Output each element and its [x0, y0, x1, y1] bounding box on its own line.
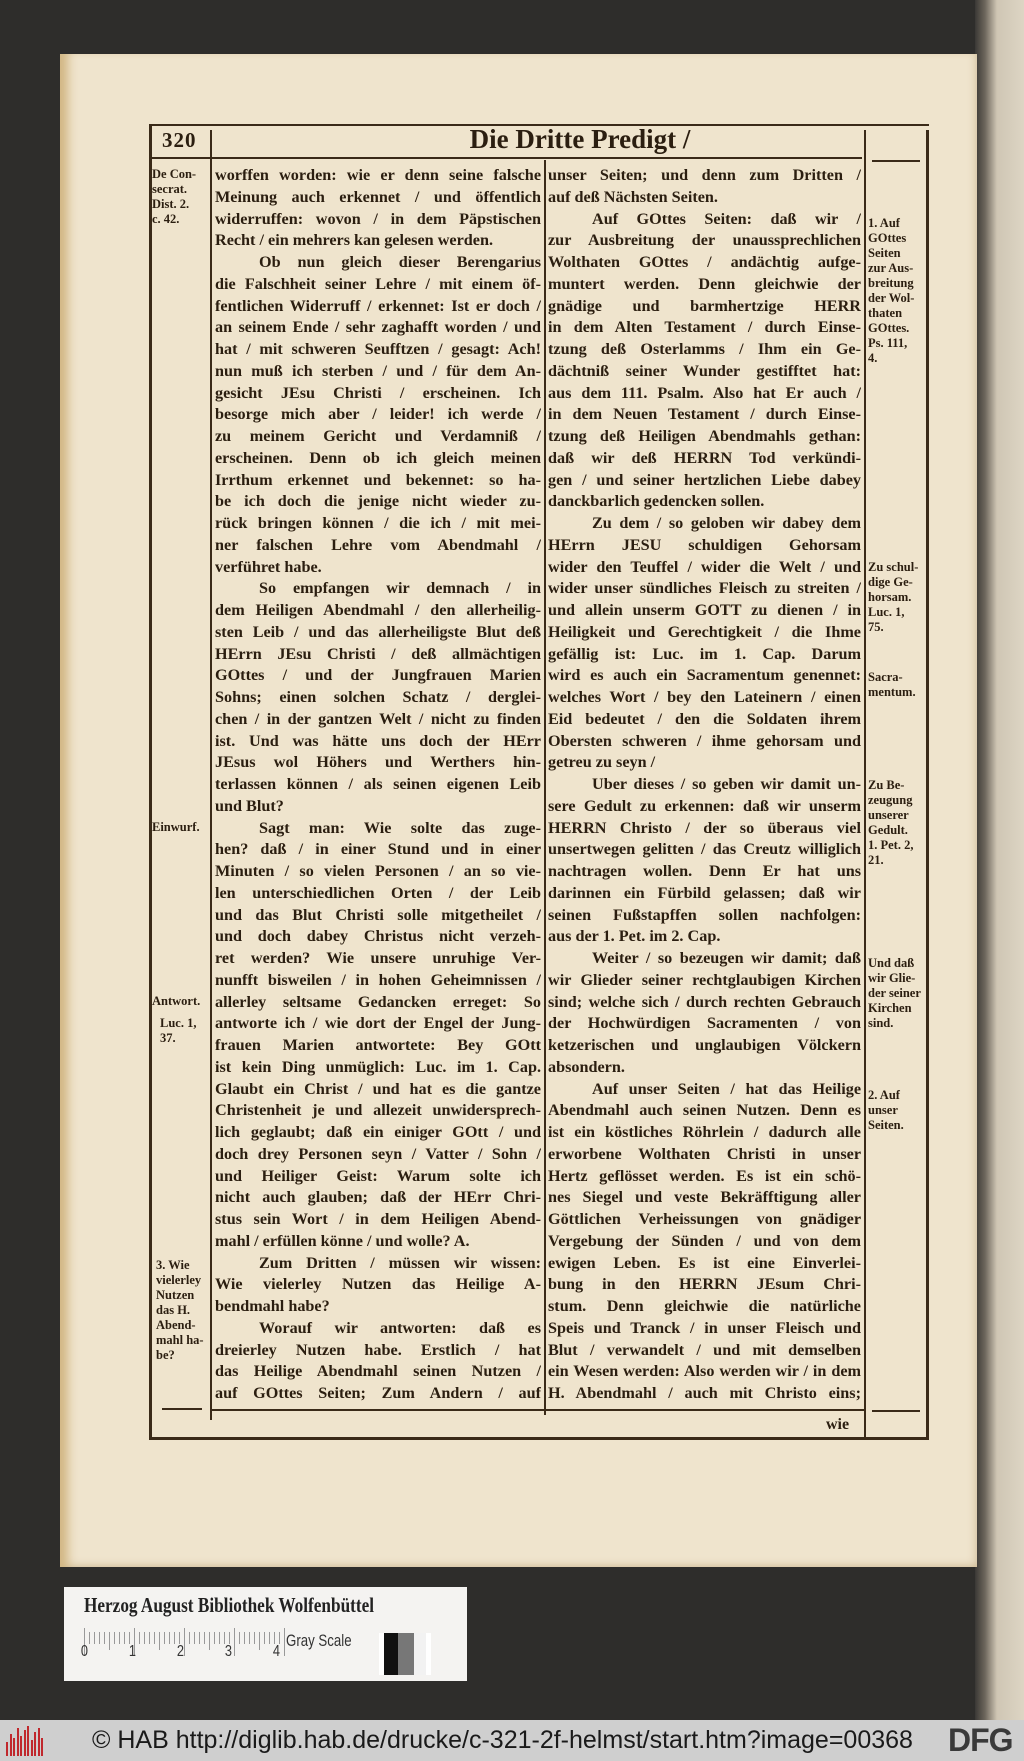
text-line: die Falschheit seiner Lehre / mit einem öf-: [215, 274, 541, 293]
text-line: tzung deß Heiligen Abendmahls gethan:: [548, 427, 861, 445]
text-line: Zu dem / so geloben wir dabey dem: [592, 514, 861, 532]
text-line: nes Siegel und veste Bekräfftigung aller: [548, 1188, 861, 1207]
ruler-tick: [89, 1632, 90, 1644]
text-line: ner falschen Lehre vom Abendmahl /: [215, 535, 541, 554]
text-line: widerruffen: wovon / in dem Päpstischen: [215, 209, 541, 228]
text-line: wir Glieder seiner rechtglaubigen Kirchen: [548, 970, 861, 989]
margin-note-line: secrat.: [152, 182, 188, 196]
text-line: hen? daß / in einer Stund und in einer: [215, 840, 541, 859]
text-line: Ob nun gleich dieser Berengarius: [259, 253, 541, 271]
text-line: nun muß ich sterben / und / für dem An-: [215, 361, 541, 380]
text-line: Blut / verwandelt / und mit demselben: [548, 1340, 861, 1359]
text-line: Uber dieses / so geben wir damit un-: [592, 775, 861, 793]
hab-logo-icon: [6, 1726, 46, 1756]
text-line: ist kein Ding unmüglich: Luc. im 1. Cap.: [215, 1057, 541, 1076]
text-line: absondern.: [548, 1057, 625, 1076]
margin-note-line: horsam.: [868, 590, 912, 604]
text-column-left: [215, 165, 541, 1405]
text-line: Auf GOttes Seiten: daß wir /: [592, 209, 861, 228]
margin-note-line: mahl ha-: [156, 1333, 204, 1347]
margin-note-line: Gedult.: [868, 823, 908, 837]
ruler-number: 4: [272, 1643, 281, 1660]
ruler-tick: [144, 1632, 145, 1644]
text-line: Sohns; einen solchen Schatz / derglei-: [215, 688, 541, 706]
text-column-right: [548, 165, 861, 1405]
text-line: be ich doch die jenige nicht wieder zu-: [215, 492, 541, 511]
ruler-number: 3: [224, 1643, 233, 1660]
text-line: nachtragen wollen. Denn Er hat uns: [548, 862, 861, 880]
ruler-tick: [169, 1632, 170, 1644]
ruler-tick: [219, 1632, 220, 1644]
text-line: bendmahl habe?: [215, 1297, 330, 1315]
text-line: dreierley Nutzen habe. Erstlich / hat: [215, 1340, 541, 1359]
text-line: muntert werden. Denn gleichwie der: [548, 274, 861, 293]
text-line: besorge mich aber / leider! ich werde /: [215, 405, 541, 424]
margin-note-line: Zu schul-: [868, 560, 919, 574]
text-line: das Heilige Abendmahl seinen Nutzen /: [215, 1362, 541, 1381]
margin-note: [152, 820, 200, 835]
text-line: wider den Teuffel / wider die Welt / und: [548, 557, 861, 576]
text-line: und doch dabey Christus nicht verzeh-: [215, 927, 541, 946]
text-line: Zum Dritten / müssen wir wissen:: [259, 1253, 541, 1272]
margin-note-line: wir Glie-: [868, 971, 916, 985]
text-line: unsertwegen gelitten / das Creutz williglich: [548, 840, 861, 859]
text-line: Göttlichen Verheissungen von gnädiger: [548, 1210, 861, 1228]
ruler-tick: [249, 1632, 250, 1644]
margin-note-line: unser: [868, 1103, 898, 1117]
text-line: antworte ich / wie dort der Engel der Jung-: [215, 1014, 541, 1033]
margin-note-line: 2. Auf: [868, 1088, 900, 1102]
margin-note-line: Seiten: [868, 246, 901, 260]
text-line: zur Ausbreitung der unaussprechlichen: [548, 231, 861, 250]
text-line: Minuten / so vielen Personen / an so vie-: [215, 862, 541, 880]
margin-note-line: Nutzen: [156, 1288, 195, 1302]
text-line: aus der 1. Pet. im 2. Cap.: [548, 927, 721, 946]
text-line: So empfangen wir demnach / in: [259, 579, 541, 598]
ruler-tick: [114, 1632, 115, 1644]
margin-note-line: Luc. 1,: [160, 1016, 197, 1030]
text-line: verführet habe.: [215, 557, 322, 576]
head-rule: [152, 157, 862, 159]
catchword: wie: [826, 1416, 850, 1433]
ruler-tick: [259, 1632, 260, 1650]
copyright-url[interactable]: © HAB http://diglib.hab.de/drucke/c-321-2f-helmst/start.htm?image=00368: [92, 1726, 913, 1754]
ruler-tick: [264, 1632, 265, 1644]
ruler-tick: [124, 1632, 125, 1644]
text-line: len unterschiedlichen Orten / der Leib: [215, 883, 541, 902]
text-line: Weiter / so bezeugen wir damit; daß: [592, 949, 861, 967]
ruler-tick: [194, 1632, 195, 1644]
text-line: GOttes / und der Jungfrauen Marien: [215, 666, 541, 685]
text-line: wird es auch ein Sacramentum genennet:: [548, 666, 861, 685]
text-line: und allein unserm GOTT zu dienen / in: [548, 601, 861, 619]
frame-bottom-rule: [149, 1437, 929, 1440]
footer-bar: [0, 1720, 1024, 1761]
text-line: gnädige und barmhertzige HERR: [548, 296, 861, 315]
margin-note-line: Ps. 111,: [868, 336, 908, 350]
margin-note: [160, 1016, 196, 1046]
ruler-tick: [209, 1632, 210, 1650]
text-line: und Blut?: [215, 796, 284, 815]
text-line: JEsus wol Höhers und Werthers hin-: [215, 753, 541, 772]
text-line: und Heiliger Geist: Warum solte ich: [215, 1166, 541, 1185]
text-line: mahl / erfüllen könne / und wolle? A.: [215, 1231, 470, 1250]
text-line: darinnen ein Fürbild gelassen; daß wir: [548, 883, 861, 902]
text-line: tzung deß Osterlamms / Ihm ein Ge-: [548, 340, 861, 358]
text-line: in dem Neuen Testament / durch Einse-: [548, 405, 861, 424]
margin-note-line: GOttes.: [868, 321, 910, 335]
text-line: Worauf wir antworten: daß es: [259, 1318, 541, 1337]
frame-left-rule: [149, 124, 152, 1439]
text-line: ein Wesen werden: Also werden wir / in dem: [548, 1362, 861, 1381]
ruler-tick: [269, 1632, 270, 1644]
text-line: gesicht JEsu Christi / erscheinen. Ich: [215, 383, 541, 402]
margin-note-line: sind.: [868, 1016, 894, 1030]
text-line: und das Blut Christi solle mitgetheilet /: [215, 905, 541, 924]
frame-right-rule: [926, 130, 929, 1438]
margin-note: [868, 1088, 904, 1133]
text-line: unser Seiten; und denn zum Dritten /: [548, 166, 861, 184]
text-line: HERRN Christo / der so überaus viel: [548, 818, 861, 837]
text-line: auf deß Nächsten Seiten.: [548, 187, 718, 206]
margin-right-rule-top: [872, 160, 920, 162]
text-line: worffen worden: wie er denn seine falsche: [215, 166, 541, 184]
text-line: Hertz geflösset werden. Es ist ein schö-: [548, 1166, 861, 1185]
text-line: in dem Alten Testament / durch Einse-: [548, 318, 861, 337]
text-line: frauen Marien antwortete: Bey GOtt: [215, 1036, 541, 1054]
library-name: Herzog August Bibliothek Wolfenbüttel: [84, 1593, 375, 1617]
margin-note-line: zeugung: [868, 793, 913, 807]
ruler-tick: [214, 1632, 215, 1644]
ruler-tick: [109, 1632, 110, 1650]
ruler-tick: [244, 1632, 245, 1644]
dfg-logo: DFG: [948, 1722, 1013, 1758]
ruler-number: 0: [80, 1643, 89, 1660]
margin-note-line: dige Ge-: [868, 575, 913, 589]
margin-note-line: 75.: [868, 620, 884, 634]
margin-note-line: 3. Wie: [156, 1258, 190, 1272]
text-line: dem Heiligen Abendmahl / den allerheilig-: [215, 601, 541, 619]
ruler-tick: [189, 1632, 190, 1644]
margin-note: [868, 670, 916, 700]
margin-note-line: 21.: [868, 853, 884, 867]
text-line: welches Wort / bey den Lateinern / einen: [548, 688, 861, 706]
text-line: an seinem Ende / sehr zaghafft worden / und: [215, 318, 541, 337]
gray-scale-swatch: [379, 1633, 431, 1675]
margin-note-line: mentum.: [868, 685, 916, 699]
margin-note-line: thaten: [868, 306, 903, 320]
ruler-tick: [94, 1632, 95, 1644]
text-line: Speis und Tranck / in unser Fleisch und: [548, 1318, 861, 1337]
margin-note: [152, 167, 196, 227]
margin-divider-right: [864, 130, 866, 1438]
adjacent-page-edge: [975, 0, 1024, 1720]
text-line: H. Abendmahl / auch mit Christo eins;: [548, 1384, 861, 1402]
text-line: Vergebung der Sünden / und von dem: [548, 1231, 861, 1250]
margin-note-line: Und daß: [868, 956, 915, 970]
text-line: Recht / ein mehrers kan gelesen werden.: [215, 231, 493, 250]
margin-note-line: 1. Auf: [868, 216, 900, 230]
text-line: Auf unser Seiten / hat das Heilige: [592, 1079, 861, 1098]
margin-note-line: zur Aus-: [868, 261, 914, 275]
margin-note-line: 1. Pet. 2,: [868, 838, 914, 852]
ruler-tick: [234, 1628, 235, 1656]
ruler-tick: [119, 1632, 120, 1644]
ruler-tick: [164, 1632, 165, 1644]
margin-note-line: Zu Be-: [868, 778, 905, 792]
margin-note-line: Abend-: [156, 1318, 196, 1332]
text-line: stus sein Wort / in dem Heiligen Abend-: [215, 1210, 541, 1228]
margin-note-line: De Con-: [152, 167, 197, 181]
text-line: aus dem 111. Psalm. Also hat Er auch /: [548, 383, 861, 402]
text-line: rück bringen können / die ich / mit mei-: [215, 514, 541, 532]
margin-note: [156, 1258, 204, 1363]
text-line: ret werden? Wie unsere unruhige Ver-: [215, 949, 541, 967]
margin-note-line: Dist. 2.: [152, 197, 190, 211]
text-line: ketzerischen und unglaubigen Völckern: [548, 1036, 861, 1054]
margin-note: [868, 560, 918, 635]
text-line: Meinung auch erkennet / und öffentlich: [215, 187, 541, 206]
text-line: Christenheit je und allezeit unwidersprech-: [215, 1101, 541, 1120]
ruler-tick: [174, 1632, 175, 1644]
margin-note-line: Sacra-: [868, 670, 903, 684]
ruler-tick: [239, 1632, 240, 1644]
gray-scale-label: Gray Scale: [286, 1631, 352, 1650]
ruler-tick: [139, 1632, 140, 1644]
text-line: Wie vielerley Nutzen das Heilige A-: [215, 1275, 541, 1294]
text-line: bung in den HERRN JEsum Chri-: [548, 1275, 861, 1294]
margin-note-line: unserer: [868, 808, 909, 822]
margin-note-line: Einwurf.: [152, 820, 200, 834]
margin-note: [868, 778, 913, 868]
text-line: ewigen Leben. Es ist eine Einverlei-: [548, 1253, 861, 1272]
text-line: danckbarlich gedencken sollen.: [548, 492, 765, 511]
text-line: lich geglaubt; daß ein einiger GOtt / und: [215, 1123, 541, 1141]
text-line: Glaubt ein Christ / und hat es die gantze: [215, 1079, 541, 1098]
ruler-tick: [104, 1632, 105, 1644]
text-line: daß wir deß HERRN Tod verkündi-: [548, 448, 861, 467]
margin-note: [868, 956, 921, 1031]
text-line: ist ein köstliches Röhrlein / dadurch alle: [548, 1123, 861, 1141]
text-line: zu meinem Gericht und Verdamniß /: [215, 427, 541, 445]
margin-note-line: GOttes: [868, 231, 907, 245]
text-line: Obersten schweren / ihme gehorsam und: [548, 731, 861, 750]
margin-right-rule-bottom: [872, 1410, 920, 1412]
text-line: erworbene Wolthaten Christi in unser: [548, 1144, 861, 1163]
column-divider: [544, 160, 546, 1415]
ruler-tick: [99, 1632, 100, 1644]
text-line: gefällig ist: Luc. im 1. Cap. Darum: [548, 644, 861, 663]
text-line: auf GOttes Seiten; Zum Andern / auf: [215, 1384, 541, 1402]
margin-note-line: c. 42.: [152, 212, 180, 226]
text-line: sten Leib / und das allerheiligste Blut deß: [215, 622, 541, 641]
running-head-title: Die Dritte Predigt /: [469, 124, 691, 154]
ruler-tick: [284, 1628, 285, 1656]
text-line: Heiligkeit und Gerechtigkeit / die Ihme: [548, 622, 861, 641]
ruler-number: 2: [176, 1643, 185, 1660]
text-line: nunfft bisweilen / in hohen Geheimnissen /: [215, 970, 541, 989]
text-line: sind; welche sich / durch rechten Gebrauch: [548, 992, 861, 1011]
text-line: gen / und seiner hertzlichen Liebe dabey: [548, 470, 861, 489]
text-line: HErrn JESU schuldigen Gehorsam: [548, 535, 861, 554]
text-line: doch drey Personen seyn / Vatter / Sohn /: [215, 1144, 541, 1163]
text-line: fentlichen Widerruff / erkennet: Ist er doch /: [215, 296, 541, 315]
margin-divider-left: [210, 130, 212, 1420]
margin-note-line: der Wol-: [868, 291, 915, 305]
text-line: der Hochwürdigen Sacramenten / von: [548, 1014, 861, 1033]
ruler-tick: [199, 1632, 200, 1644]
text-line: dächtniß seiner Wunder gestifftet hat:: [548, 361, 861, 380]
text-line: sere Gedult zu erkennen: daß wir unserm: [548, 796, 861, 815]
text-line: hat / mit schweren Seufftzen / gesagt: Ach!: [215, 340, 541, 358]
margin-note-line: das H.: [156, 1303, 191, 1317]
margin-note-line: Luc. 1,: [868, 605, 905, 619]
margin-note-line: Kirchen: [868, 1001, 912, 1015]
text-line: allerley seltsame Gedancken erreget: So: [215, 992, 541, 1011]
ruler-tick: [154, 1632, 155, 1644]
margin-note-line: be?: [156, 1348, 175, 1362]
margin-left-rule-bottom: [162, 1408, 202, 1410]
ruler-number: 1: [128, 1643, 137, 1660]
ruler-tick: [159, 1632, 160, 1650]
page-number: 320: [162, 128, 197, 152]
ruler-tick: [184, 1628, 185, 1656]
text-bottom-rule: [212, 1409, 864, 1411]
ruler-tick: [254, 1632, 255, 1644]
text-line: ist. Und was hätte uns doch der HErr: [215, 731, 541, 750]
text-line: stum. Denn gleichwie die natürliche: [548, 1297, 861, 1315]
text-line: seinen Fußstapffen sollen nachfolgen:: [548, 905, 861, 924]
text-line: Abendmahl auch seinen Nutzen. Denn es: [548, 1101, 861, 1120]
text-line: wider unser sündliches Fleisch zu streiten /: [548, 579, 861, 598]
ruler-tick: [204, 1632, 205, 1644]
margin-note: [868, 216, 914, 366]
margin-note-line: vielerley: [156, 1273, 202, 1287]
text-line: Eid bedeutet / den die Soldaten ihrem: [548, 709, 861, 728]
margin-note-line: Antwort.: [152, 994, 201, 1008]
margin-note-line: der seiner: [868, 986, 921, 1000]
ruler-tick: [149, 1632, 150, 1644]
text-line: HErrn JEsu Christi / deß allmächtigen: [215, 644, 541, 663]
margin-note-line: breitung: [868, 276, 914, 290]
text-line: erscheinen. Denn ob ich gleich meinen: [215, 448, 541, 467]
margin-note-line: 4.: [868, 351, 878, 365]
text-line: Wolthaten GOttes / andächtig aufge-: [548, 253, 861, 271]
text-line: nicht auch glauben; daß der HErr Chri-: [215, 1188, 541, 1207]
text-line: chen / in der gantzen Welt / nicht zu finden: [215, 709, 541, 728]
text-line: terlassen können / als seinen eigenen Leib: [215, 775, 541, 793]
text-line: Irrthum erkennet und bekennet: so ha-: [215, 470, 541, 489]
margin-note-line: Seiten.: [868, 1118, 904, 1132]
text-line: Sagt man: Wie solte das zuge-: [259, 818, 541, 837]
text-line: getreu zu seyn /: [548, 753, 656, 772]
margin-note-line: 37.: [160, 1031, 176, 1045]
scale-label-card: [64, 1587, 467, 1681]
margin-note: [152, 994, 200, 1009]
